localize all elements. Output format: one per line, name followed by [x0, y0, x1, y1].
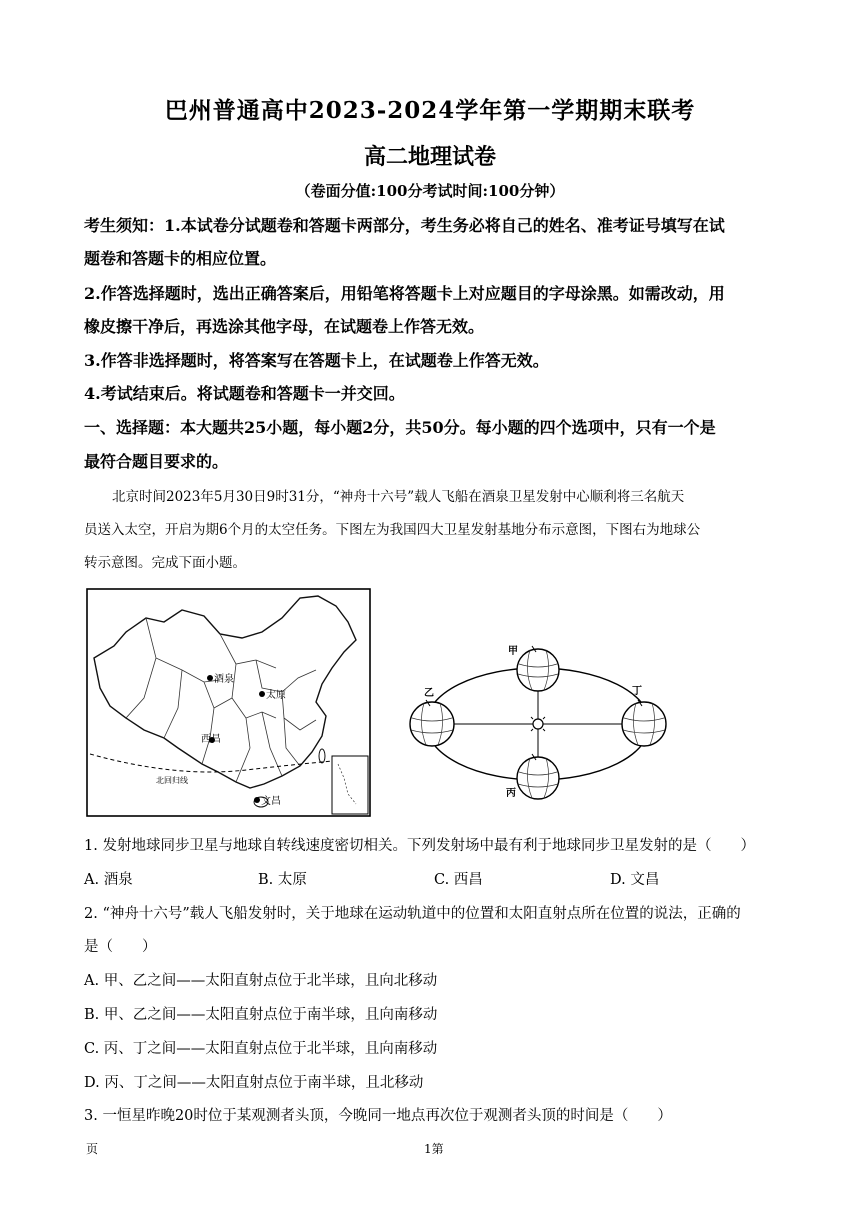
orbit-label-bing: 丙	[506, 788, 516, 799]
orbit-label-ding: 丁	[632, 686, 642, 697]
earth-orbit-diagram	[404, 640, 674, 804]
question-1-option-d[interactable]: D. 文昌	[610, 872, 660, 888]
question-2-option-a[interactable]: A. 甲、乙之间——太阳直射点位于北半球，且向北移动	[84, 973, 438, 989]
score-note: （卷面分值:100分考试时间:100分钟）	[295, 182, 565, 200]
question-2-option-d[interactable]: D. 丙、丁之间——太阳直射点位于南半球，且北移动	[84, 1075, 424, 1091]
instruction-line: 橡皮擦干净后，再选涂其他字母，在试题卷上作答无效。	[84, 317, 485, 336]
passage-line: 转示意图。完成下面小题。	[84, 555, 246, 571]
question-3-stem: 3. 一恒星昨晚20时位于某观测者头顶，今晚同一地点再次位于观测者头顶的时间是（ ）	[84, 1108, 672, 1124]
question-2-stem-cont: 是（ ）	[84, 939, 157, 955]
exam-subtitle: 高二地理试卷	[363, 144, 496, 170]
instruction-line: 2.作答选择题时，选出正确答案后，用铅笔将答题卡上对应题目的字母涂黑。如需改动，用	[84, 284, 725, 303]
footer-page-left: 页	[86, 1142, 99, 1156]
section-heading: 一、选择题：本大题共25小题，每小题2分，共50分。每小题的四个选项中，只有一个是	[84, 418, 716, 437]
passage-line: 北京时间2023年5月30日9时31分，“神舟十六号”载人飞船在酒泉卫星发射中心顺利将三名航天	[112, 489, 685, 505]
question-1-option-b[interactable]: B. 太原	[258, 872, 307, 888]
question-2-option-b[interactable]: B. 甲、乙之间——太阳直射点位于南半球，且向南移动	[84, 1007, 438, 1023]
question-2-option-c[interactable]: C. 丙、丁之间——太阳直射点位于北半球，且向南移动	[84, 1041, 438, 1057]
site-label-xichang: 西昌	[201, 734, 221, 745]
tropic-label: 北回归线	[156, 776, 188, 785]
question-1-option-a[interactable]: A. 酒泉	[84, 872, 133, 888]
site-label-jiuquan: 酒泉	[214, 674, 234, 685]
instruction-line: 3.作答非选择题时，将答案写在答题卡上，在试题卷上作答无效。	[84, 351, 549, 370]
china-launch-sites-map	[86, 588, 371, 817]
orbit-label-jia: 甲	[508, 646, 518, 657]
orbit-label-yi: 乙	[424, 688, 434, 699]
passage-line: 员送入太空，开启为期6个月的太空任务。下图左为我国四大卫星发射基地分布示意图，下图右为地球公	[84, 522, 701, 538]
section-heading-cont: 最符合题目要求的。	[84, 452, 229, 471]
site-label-taiyuan: 太原	[266, 690, 286, 701]
instruction-line: 题卷和答题卡的相应位置。	[84, 249, 277, 268]
instruction-line: 考生须知：1.本试卷分试题卷和答题卡两部分，考生务必将自己的姓名、准考证号填写在试	[84, 216, 725, 235]
question-2-stem: 2. “神舟十六号”载人飞船发射时，关于地球在运动轨道中的位置和太阳直射点所在位置的说法，正确的	[84, 906, 741, 922]
question-1-stem: 1. 发射地球同步卫星与地球自转线速度密切相关。下列发射场中最有利于地球同步卫星发射的是（ ）	[84, 838, 755, 854]
exam-title: 巴州普通高中2023-2024学年第一学期期末联考	[164, 97, 696, 124]
instruction-line: 4.考试结束后。将试题卷和答题卡一并交回。	[84, 384, 405, 403]
site-label-wenchang: 文昌	[261, 796, 281, 807]
footer-page-number: 1第	[424, 1142, 444, 1156]
question-1-option-c[interactable]: C. 西昌	[434, 872, 483, 888]
